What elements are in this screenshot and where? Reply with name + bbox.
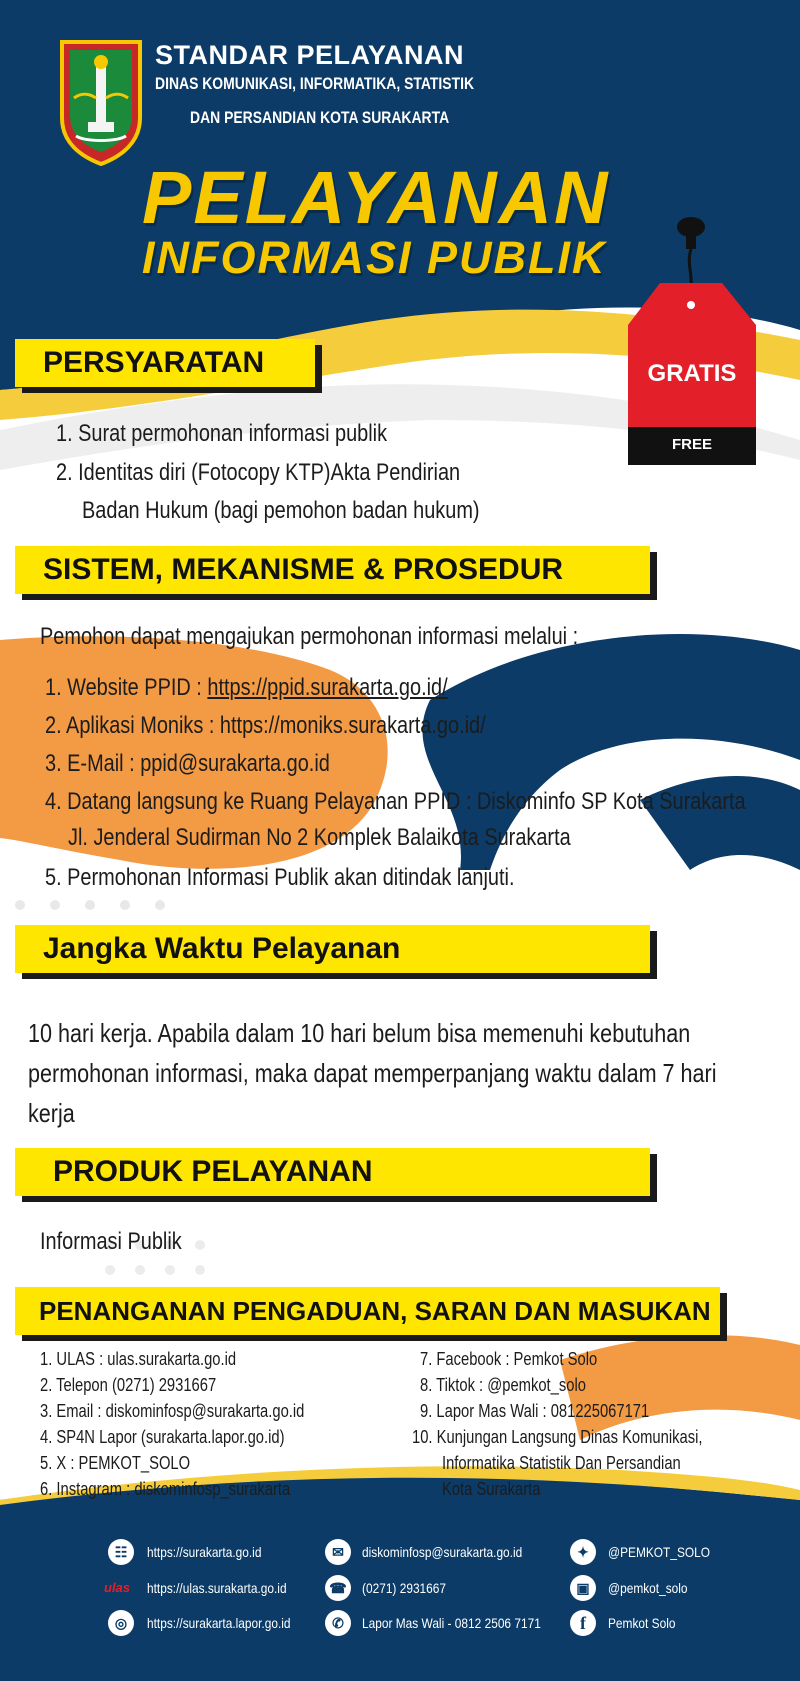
header-subtitle-line2: DAN PERSANDIAN KOTA SURAKARTA [190, 108, 450, 127]
jangka-line-1: 10 hari kerja. Apabila dalam 10 hari belum bisa memenuhi kebutuhan [28, 1018, 691, 1048]
main-title-line1: PELAYANAN [142, 156, 610, 239]
pengaduan-right-9: 9. Lapor Mas Wali : 081225067171 [420, 1401, 650, 1421]
header-title: STANDAR PELAYANAN [155, 40, 465, 70]
produk-text: Informasi Publik [40, 1228, 182, 1255]
footer-twitter[interactable]: @PEMKOT_SOLO [608, 1544, 711, 1560]
pengaduan-left-1: 1. ULAS : ulas.surakarta.go.id [40, 1349, 237, 1369]
globe-icon: ☷ [108, 1539, 134, 1565]
sistem-item-3: 3. E-Mail : ppid@surakarta.go.id [45, 750, 330, 777]
jangka-heading: Jangka Waktu Pelayanan [43, 932, 401, 965]
footer-email[interactable]: diskominfosp@surakarta.go.id [362, 1544, 523, 1560]
ppid-website-link[interactable]: https://ppid.surakarta.go.id/ [207, 674, 448, 701]
footer-phone[interactable]: (0271) 2931667 [362, 1580, 447, 1596]
persyaratan-heading: PERSYARATAN [43, 346, 265, 379]
lapor-icon: ◎ [108, 1610, 134, 1636]
section-header-produk [15, 1148, 650, 1196]
tag-gratis-label: GRATIS [647, 360, 737, 387]
pengaduan-heading: PENANGANAN PENGADUAN, SARAN DAN MASUKAN [39, 1295, 711, 1326]
pengaduan-left-5: 5. X : PEMKOT_SOLO [40, 1453, 191, 1473]
pengaduan-right-10: 10. Kunjungan Langsung Dinas Komunikasi, [412, 1427, 703, 1447]
tag-free-label: FREE [671, 436, 712, 453]
section-header-sistem [15, 546, 650, 594]
ulas-logo: ulas [104, 1580, 131, 1595]
sistem-item-1 [45, 674, 448, 702]
section-header-pengaduan [15, 1287, 720, 1335]
sistem-intro: Pemohon dapat mengajukan permohonan informasi melalui : [40, 623, 579, 650]
header-subtitle-line1: DINAS KOMUNIKASI, INFORMATIKA, STATISTIK [155, 74, 475, 93]
email-icon: ✉ [325, 1539, 351, 1565]
price-tag-graphic [620, 205, 760, 470]
main-title-line2: INFORMASI PUBLIK [142, 232, 607, 283]
pengaduan-left-2: 2. Telepon (0271) 2931667 [40, 1375, 217, 1395]
instagram-icon: ▣ [570, 1575, 596, 1601]
surakarta-emblem [56, 38, 146, 166]
phone-icon: ☎ [325, 1575, 351, 1601]
persyaratan-item-2: 2. Identitas diri (Fotocopy KTP)Akta Pendirian [56, 459, 461, 486]
pengaduan-right-10-cont2: Kota Surakarta [442, 1479, 541, 1499]
section-header-persyaratan [15, 339, 315, 387]
footer-ulas[interactable]: https://ulas.surakarta.go.id [147, 1580, 287, 1596]
footer-lapor[interactable]: https://surakarta.lapor.go.id [147, 1615, 291, 1631]
whatsapp-icon: ✆ [325, 1610, 351, 1636]
sistem-item-4-cont: Jl. Jenderal Sudirman No 2 Komplek Balaikota Surakarta [68, 824, 571, 851]
footer-instagram[interactable]: @pemkot_solo [608, 1580, 688, 1596]
footer-facebook[interactable]: Pemkot Solo [608, 1615, 676, 1631]
footer-website[interactable]: https://surakarta.go.id [147, 1544, 262, 1560]
twitter-icon: ✦ [570, 1539, 596, 1565]
jangka-line-2: permohonan informasi, maka dapat memperpanjang waktu dalam 7 hari [28, 1058, 717, 1088]
pengaduan-right-7: 7. Facebook : Pemkot Solo [420, 1349, 598, 1369]
sistem-item-5: 5. Permohonan Informasi Publik akan ditindak lanjuti. [45, 864, 515, 891]
pengaduan-right-10-cont1: Informatika Statistik Dan Persandian [442, 1453, 681, 1473]
footer-whatsapp[interactable]: Lapor Mas Wali - 0812 2506 7171 [362, 1615, 541, 1631]
persyaratan-item-2-cont: Badan Hukum (bagi pemohon badan hukum) [82, 497, 480, 524]
pengaduan-left-4: 4. SP4N Lapor (surakarta.lapor.go.id) [40, 1427, 285, 1447]
pengaduan-right-8: 8. Tiktok : @pemkot_solo [420, 1375, 586, 1395]
facebook-icon: f [570, 1610, 596, 1636]
sistem-item-4: 4. Datang langsung ke Ruang Pelayanan PPID : Diskominfo SP Kota Surakarta [45, 788, 746, 815]
sistem-item-2: 2. Aplikasi Moniks : https://moniks.surakarta.go.id/ [45, 712, 486, 739]
pengaduan-left-3: 3. Email : diskominfosp@surakarta.go.id [40, 1401, 305, 1421]
produk-heading: PRODUK PELAYANAN [53, 1155, 373, 1188]
persyaratan-item-1: 1. Surat permohonan informasi publik [56, 420, 388, 447]
jangka-line-3: kerja [28, 1098, 75, 1128]
sistem-item-1-prefix: 1. Website PPID : [45, 674, 208, 701]
sistem-heading: SISTEM, MEKANISME & PROSEDUR [43, 553, 564, 586]
section-header-jangka [15, 925, 650, 973]
pengaduan-left-6: 6. Instagram : diskominfosp_surakarta [40, 1479, 291, 1499]
